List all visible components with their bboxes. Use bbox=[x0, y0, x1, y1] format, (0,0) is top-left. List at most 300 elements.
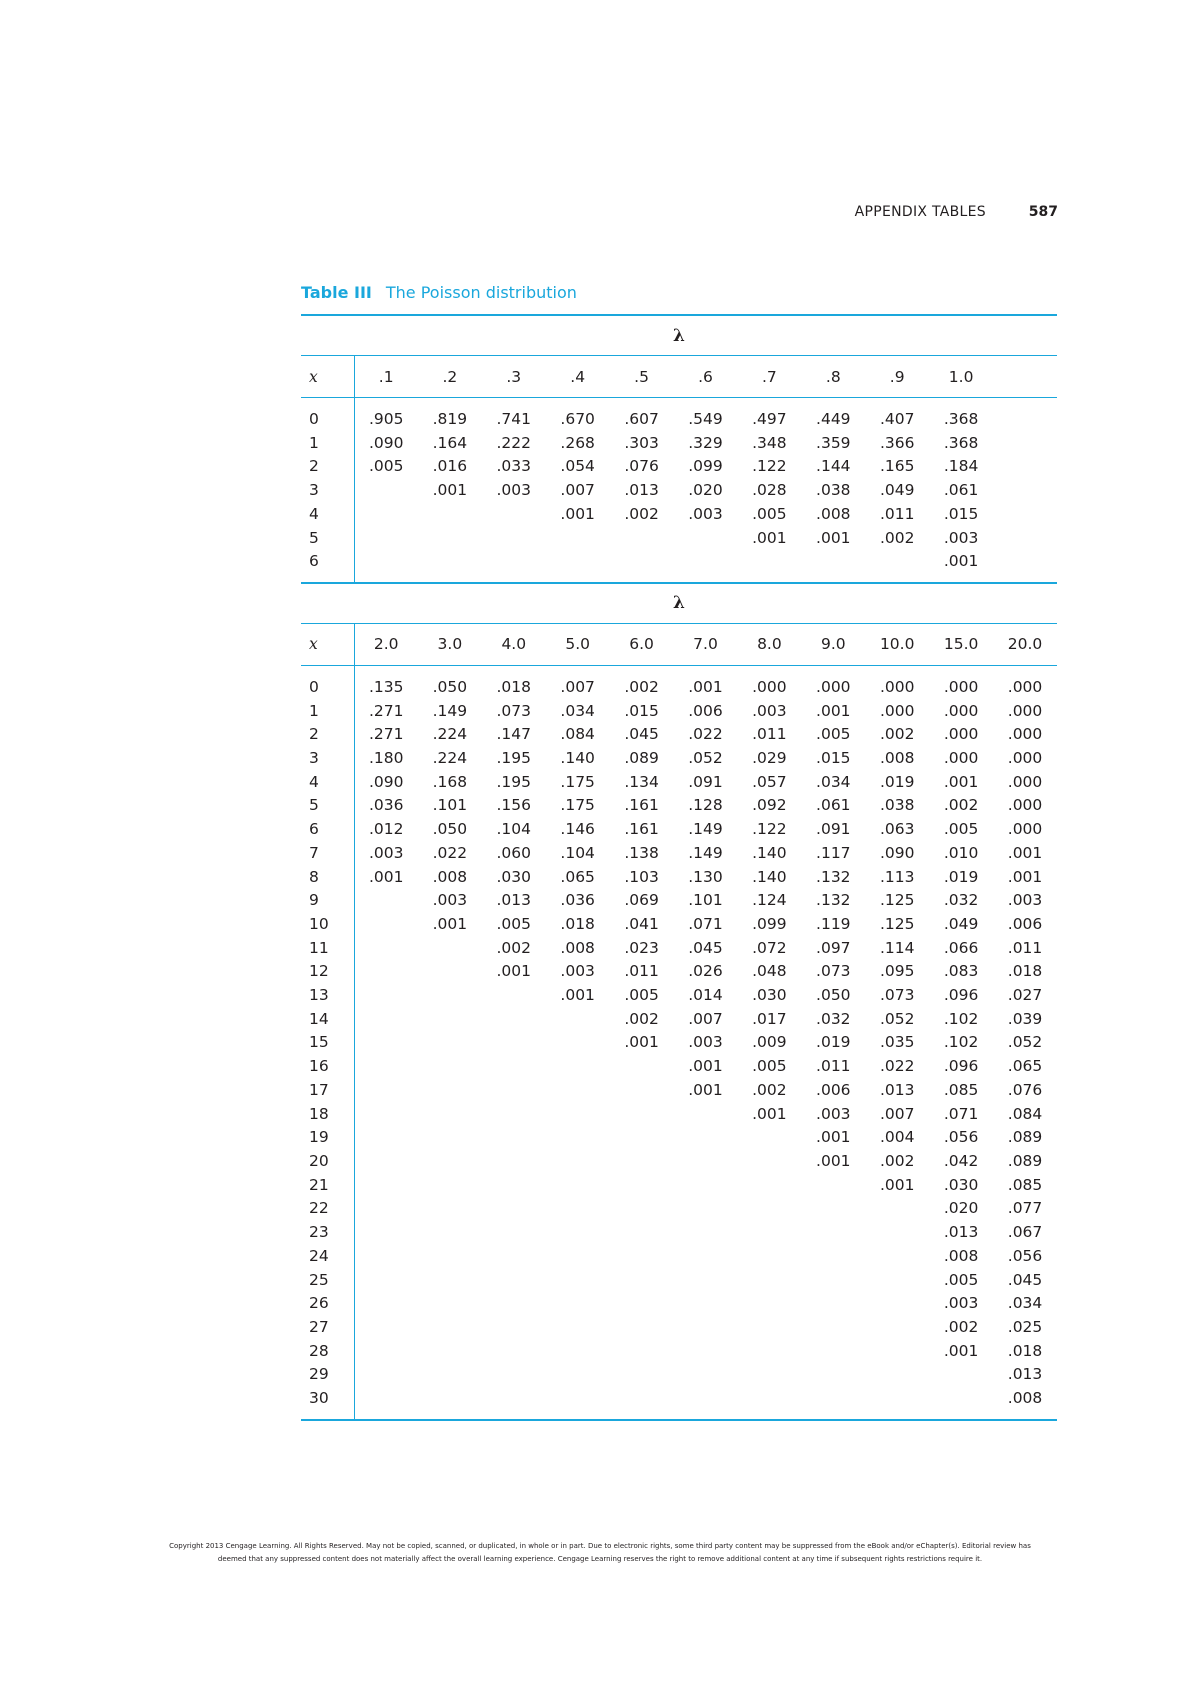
probability-cell: .168 bbox=[432, 772, 468, 791]
probability-cell: .025 bbox=[1007, 1317, 1043, 1336]
x-value-cell: 0 bbox=[301, 398, 354, 432]
probability-cell bbox=[482, 1197, 546, 1221]
probability-cell: .007 bbox=[560, 677, 595, 696]
lambda-value-header: 10.0 bbox=[865, 623, 929, 665]
probability-cell bbox=[865, 550, 929, 583]
table-row bbox=[301, 1103, 1057, 1127]
table-row bbox=[301, 913, 1057, 937]
probability-cell bbox=[674, 1363, 738, 1387]
probability-cell: .067 bbox=[1007, 1223, 1043, 1242]
probability-cell bbox=[418, 1126, 482, 1150]
lambda-value-header: 9.0 bbox=[801, 623, 865, 665]
probability-cell bbox=[418, 1031, 482, 1055]
probability-cell bbox=[546, 1031, 610, 1055]
lambda-value-header: 1.0 bbox=[929, 356, 993, 398]
x-value-cell: 29 bbox=[301, 1363, 354, 1387]
probability-cell: .090 bbox=[368, 772, 404, 791]
probability-cell bbox=[354, 1031, 418, 1055]
probability-cell: .184 bbox=[943, 457, 979, 476]
probability-cell: .061 bbox=[816, 796, 851, 815]
probability-cell bbox=[354, 1245, 418, 1269]
table-row bbox=[301, 960, 1057, 984]
table-row bbox=[301, 771, 1057, 795]
probability-cell: .032 bbox=[816, 1009, 851, 1028]
probability-cell bbox=[354, 984, 418, 1008]
probability-cell bbox=[354, 1197, 418, 1221]
table-row bbox=[301, 1079, 1057, 1103]
probability-cell bbox=[354, 1363, 418, 1387]
probability-cell bbox=[801, 1363, 865, 1387]
probability-cell: .303 bbox=[624, 433, 659, 452]
probability-cell: .130 bbox=[688, 867, 723, 886]
table-row bbox=[301, 723, 1057, 747]
probability-cell: .132 bbox=[816, 867, 851, 886]
probability-cell bbox=[482, 1079, 546, 1103]
x-value-cell: 11 bbox=[301, 937, 354, 961]
probability-cell bbox=[354, 960, 418, 984]
x-value-cell: 10 bbox=[301, 913, 354, 937]
probability-cell: .056 bbox=[1007, 1246, 1043, 1265]
probability-cell bbox=[801, 550, 865, 583]
probability-cell: .018 bbox=[496, 677, 532, 696]
probability-cell: .122 bbox=[752, 820, 787, 839]
x-value-cell: 26 bbox=[301, 1292, 354, 1316]
probability-cell: .050 bbox=[816, 986, 851, 1005]
probability-cell bbox=[801, 1340, 865, 1364]
probability-cell bbox=[418, 937, 482, 961]
probability-cell bbox=[354, 889, 418, 913]
probability-cell: .034 bbox=[560, 701, 595, 720]
table-row bbox=[301, 1008, 1057, 1032]
probability-cell bbox=[418, 1221, 482, 1245]
lambda-value-header: .9 bbox=[865, 356, 929, 398]
probability-cell: .022 bbox=[879, 1057, 915, 1076]
probability-cell: .039 bbox=[1007, 1009, 1043, 1028]
table-row bbox=[301, 866, 1057, 890]
probability-cell: .180 bbox=[368, 749, 404, 768]
probability-cell: .366 bbox=[879, 433, 915, 452]
table-row bbox=[301, 1150, 1057, 1174]
probability-cell: .268 bbox=[560, 433, 595, 452]
probability-cell bbox=[418, 1174, 482, 1198]
probability-cell bbox=[354, 550, 418, 583]
probability-cell bbox=[610, 1126, 674, 1150]
probability-cell: .005 bbox=[624, 986, 659, 1005]
probability-cell: .001 bbox=[368, 867, 404, 886]
table-label: Table III bbox=[301, 283, 372, 302]
probability-cell bbox=[737, 1363, 801, 1387]
probability-cell: .001 bbox=[816, 701, 851, 720]
probability-cell: .006 bbox=[816, 1080, 851, 1099]
probability-cell: .001 bbox=[688, 1080, 723, 1099]
probability-cell: .015 bbox=[816, 749, 851, 768]
x-value-cell: 4 bbox=[301, 503, 354, 527]
probability-cell: .224 bbox=[432, 749, 468, 768]
probability-cell bbox=[354, 1292, 418, 1316]
x-value-cell: 17 bbox=[301, 1079, 354, 1103]
panel1-head bbox=[301, 315, 1057, 398]
probability-cell: .013 bbox=[1007, 1365, 1043, 1384]
probability-cell bbox=[674, 1387, 738, 1420]
lambda-value-header: .3 bbox=[482, 356, 546, 398]
probability-cell: .035 bbox=[879, 1033, 915, 1052]
probability-cell: .101 bbox=[688, 891, 723, 910]
probability-cell: .090 bbox=[368, 433, 404, 452]
x-value-cell: 23 bbox=[301, 1221, 354, 1245]
probability-cell: .175 bbox=[560, 772, 595, 791]
table-row bbox=[301, 1387, 1057, 1420]
probability-cell: .195 bbox=[496, 749, 532, 768]
probability-cell bbox=[418, 1316, 482, 1340]
probability-cell bbox=[418, 1245, 482, 1269]
probability-cell bbox=[929, 1387, 993, 1420]
probability-cell: .014 bbox=[688, 986, 723, 1005]
probability-cell: .001 bbox=[560, 986, 595, 1005]
probability-cell bbox=[610, 1197, 674, 1221]
probability-cell: .003 bbox=[368, 843, 404, 862]
probability-cell: .164 bbox=[432, 433, 468, 452]
probability-cell: .000 bbox=[1007, 701, 1043, 720]
table-row bbox=[301, 1197, 1057, 1221]
probability-cell: .071 bbox=[943, 1104, 979, 1123]
lambda-value-header: 15.0 bbox=[929, 623, 993, 665]
probability-cell: .000 bbox=[1007, 725, 1043, 744]
probability-cell: .102 bbox=[943, 1033, 979, 1052]
probability-cell: .054 bbox=[560, 457, 595, 476]
panel2-body bbox=[301, 665, 1057, 1419]
probability-cell: .032 bbox=[943, 891, 979, 910]
probability-cell bbox=[865, 1387, 929, 1420]
probability-cell bbox=[674, 1269, 738, 1293]
probability-cell bbox=[993, 503, 1057, 527]
table-row bbox=[301, 1269, 1057, 1293]
probability-cell bbox=[482, 527, 546, 551]
probability-cell: .091 bbox=[816, 820, 851, 839]
probability-cell bbox=[801, 1245, 865, 1269]
probability-cell bbox=[737, 1340, 801, 1364]
probability-cell: .104 bbox=[560, 843, 595, 862]
probability-cell bbox=[674, 1292, 738, 1316]
probability-cell bbox=[418, 984, 482, 1008]
probability-cell: .089 bbox=[1007, 1128, 1043, 1147]
probability-cell: .000 bbox=[943, 701, 979, 720]
panel2-head bbox=[301, 583, 1057, 666]
probability-cell: .002 bbox=[624, 1009, 659, 1028]
probability-cell bbox=[418, 1340, 482, 1364]
probability-cell: .001 bbox=[688, 1057, 723, 1076]
probability-cell bbox=[674, 1197, 738, 1221]
probability-cell: .905 bbox=[368, 410, 404, 428]
lambda-symbol: λ bbox=[301, 315, 1057, 356]
probability-cell: .034 bbox=[1007, 1294, 1043, 1313]
probability-cell bbox=[482, 1363, 546, 1387]
probability-cell: .003 bbox=[688, 1033, 723, 1052]
probability-cell: .049 bbox=[879, 481, 915, 500]
probability-cell bbox=[354, 1103, 418, 1127]
probability-cell: .000 bbox=[879, 701, 915, 720]
probability-cell: .006 bbox=[688, 701, 723, 720]
lambda-value-header: 2.0 bbox=[354, 623, 418, 665]
x-column-header: x bbox=[301, 356, 354, 398]
probability-cell bbox=[801, 1316, 865, 1340]
probability-cell: .091 bbox=[688, 772, 723, 791]
probability-cell: .003 bbox=[560, 962, 595, 981]
probability-cell bbox=[610, 1340, 674, 1364]
x-value-cell: 0 bbox=[301, 665, 354, 699]
probability-cell: .003 bbox=[943, 1294, 979, 1313]
probability-cell bbox=[546, 1387, 610, 1420]
probability-cell: .084 bbox=[560, 725, 595, 744]
table-row bbox=[301, 747, 1057, 771]
running-head bbox=[0, 204, 1200, 226]
probability-cell: .013 bbox=[943, 1223, 979, 1242]
probability-cell bbox=[993, 398, 1057, 432]
probability-cell: .003 bbox=[496, 481, 532, 500]
probability-cell: .005 bbox=[368, 457, 404, 476]
probability-cell: .195 bbox=[496, 772, 532, 791]
table-caption bbox=[301, 283, 577, 302]
probability-cell: .008 bbox=[560, 938, 595, 957]
probability-cell: .607 bbox=[624, 410, 659, 428]
probability-cell: .077 bbox=[1007, 1199, 1043, 1218]
probability-cell: .001 bbox=[432, 914, 468, 933]
probability-cell: .002 bbox=[752, 1080, 787, 1099]
probability-cell: .165 bbox=[879, 457, 915, 476]
table-row bbox=[301, 1055, 1057, 1079]
probability-cell: .002 bbox=[496, 938, 532, 957]
x-value-cell: 1 bbox=[301, 700, 354, 724]
probability-cell bbox=[674, 1316, 738, 1340]
probability-cell: .013 bbox=[879, 1080, 915, 1099]
probability-cell bbox=[801, 1197, 865, 1221]
probability-cell bbox=[737, 1197, 801, 1221]
probability-cell: .001 bbox=[929, 550, 993, 583]
probability-cell: .016 bbox=[432, 457, 468, 476]
x-value-cell: 7 bbox=[301, 842, 354, 866]
probability-cell bbox=[674, 550, 738, 583]
probability-cell: .001 bbox=[816, 1128, 851, 1147]
probability-cell: .045 bbox=[624, 725, 659, 744]
probability-cell: .052 bbox=[688, 749, 723, 768]
probability-cell: .001 bbox=[943, 1341, 979, 1360]
probability-cell: .147 bbox=[496, 725, 532, 744]
probability-cell: .013 bbox=[496, 891, 532, 910]
probability-cell bbox=[482, 1150, 546, 1174]
probability-cell: .000 bbox=[1007, 772, 1043, 791]
table-row bbox=[301, 1292, 1057, 1316]
x-value-cell: 22 bbox=[301, 1197, 354, 1221]
probability-cell: .000 bbox=[752, 677, 787, 696]
probability-cell bbox=[929, 1363, 993, 1387]
probability-cell: .034 bbox=[816, 772, 851, 791]
probability-cell: .000 bbox=[1007, 796, 1043, 815]
probability-cell: .019 bbox=[943, 867, 979, 886]
probability-cell bbox=[546, 550, 610, 583]
probability-cell bbox=[354, 1079, 418, 1103]
probability-cell: .368 bbox=[943, 433, 979, 452]
lambda-values-row bbox=[301, 623, 1057, 665]
probability-cell bbox=[737, 1387, 801, 1420]
probability-cell bbox=[354, 937, 418, 961]
probability-cell: .000 bbox=[1007, 677, 1043, 696]
table-row bbox=[301, 984, 1057, 1008]
lambda-value-header: 6.0 bbox=[610, 623, 674, 665]
probability-cell: .036 bbox=[560, 891, 595, 910]
probability-cell: .161 bbox=[624, 820, 659, 839]
probability-cell bbox=[418, 1269, 482, 1293]
x-value-cell: 13 bbox=[301, 984, 354, 1008]
probability-cell: .030 bbox=[943, 1175, 979, 1194]
probability-cell: .549 bbox=[688, 410, 723, 428]
lambda-value-header: 4.0 bbox=[482, 623, 546, 665]
probability-cell: .003 bbox=[943, 528, 979, 547]
probability-cell: .002 bbox=[943, 796, 979, 815]
lambda-value-header: 7.0 bbox=[674, 623, 738, 665]
probability-cell bbox=[865, 1363, 929, 1387]
probability-cell: .092 bbox=[752, 796, 787, 815]
x-value-cell: 24 bbox=[301, 1245, 354, 1269]
probability-cell: .056 bbox=[943, 1128, 979, 1147]
probability-cell: .140 bbox=[752, 867, 787, 886]
probability-cell: .001 bbox=[432, 481, 468, 500]
probability-cell: .103 bbox=[624, 867, 659, 886]
lambda-value-header: .5 bbox=[610, 356, 674, 398]
x-value-cell: 8 bbox=[301, 866, 354, 890]
probability-cell bbox=[546, 1269, 610, 1293]
table-row bbox=[301, 455, 1057, 479]
probability-cell bbox=[418, 1008, 482, 1032]
probability-cell: .020 bbox=[688, 481, 723, 500]
probability-cell: .011 bbox=[624, 962, 659, 981]
probability-cell bbox=[546, 1340, 610, 1364]
probability-cell bbox=[674, 1103, 738, 1127]
probability-cell: .117 bbox=[816, 843, 851, 862]
probability-cell bbox=[418, 1197, 482, 1221]
x-value-cell: 21 bbox=[301, 1174, 354, 1198]
x-value-cell: 5 bbox=[301, 794, 354, 818]
probability-cell: .045 bbox=[688, 938, 723, 957]
probability-cell bbox=[610, 1103, 674, 1127]
probability-cell bbox=[546, 1079, 610, 1103]
probability-cell bbox=[993, 527, 1057, 551]
probability-cell: .069 bbox=[624, 891, 659, 910]
probability-cell: .003 bbox=[816, 1104, 851, 1123]
probability-cell: .012 bbox=[368, 820, 404, 839]
probability-cell: .449 bbox=[816, 410, 851, 428]
probability-cell bbox=[610, 1269, 674, 1293]
probability-cell bbox=[418, 550, 482, 583]
probability-cell: .009 bbox=[752, 1033, 787, 1052]
probability-cell: .036 bbox=[368, 796, 404, 815]
probability-cell: .149 bbox=[688, 843, 723, 862]
probability-cell: .011 bbox=[816, 1057, 851, 1076]
lambda-value-header: 3.0 bbox=[418, 623, 482, 665]
probability-cell: .005 bbox=[752, 1057, 787, 1076]
probability-cell: .003 bbox=[432, 891, 468, 910]
table-row bbox=[301, 503, 1057, 527]
probability-cell bbox=[674, 1126, 738, 1150]
probability-cell: .049 bbox=[943, 914, 979, 933]
probability-cell: .819 bbox=[432, 410, 468, 428]
probability-cell: .072 bbox=[752, 938, 787, 957]
probability-cell: .359 bbox=[816, 433, 851, 452]
probability-cell bbox=[610, 1174, 674, 1198]
probability-cell: .022 bbox=[432, 843, 468, 862]
probability-cell: .019 bbox=[879, 772, 915, 791]
probability-cell: .008 bbox=[993, 1387, 1057, 1420]
probability-cell: .140 bbox=[752, 843, 787, 862]
probability-cell: .005 bbox=[816, 725, 851, 744]
probability-cell bbox=[801, 1174, 865, 1198]
probability-cell bbox=[354, 1340, 418, 1364]
probability-cell bbox=[354, 1126, 418, 1150]
probability-cell: .089 bbox=[624, 749, 659, 768]
probability-cell bbox=[865, 1316, 929, 1340]
probability-cell bbox=[354, 1174, 418, 1198]
probability-cell: .113 bbox=[879, 867, 915, 886]
probability-cell bbox=[610, 1245, 674, 1269]
x-value-cell: 18 bbox=[301, 1103, 354, 1127]
probability-cell bbox=[354, 913, 418, 937]
probability-cell bbox=[610, 550, 674, 583]
probability-cell: .125 bbox=[879, 891, 915, 910]
probability-cell: .741 bbox=[496, 410, 532, 428]
probability-cell: .060 bbox=[496, 843, 532, 862]
probability-cell: .002 bbox=[879, 528, 915, 547]
probability-cell bbox=[674, 1150, 738, 1174]
probability-cell bbox=[993, 455, 1057, 479]
probability-cell: .001 bbox=[688, 677, 723, 696]
probability-cell bbox=[610, 1221, 674, 1245]
probability-cell bbox=[610, 1316, 674, 1340]
probability-cell: .002 bbox=[879, 1151, 915, 1170]
x-column-header: x bbox=[301, 623, 354, 665]
probability-cell: .023 bbox=[624, 938, 659, 957]
probability-cell: .114 bbox=[879, 938, 915, 957]
table-row bbox=[301, 1363, 1057, 1387]
probability-cell: .005 bbox=[496, 914, 532, 933]
probability-cell: .007 bbox=[879, 1104, 915, 1123]
probability-cell: .122 bbox=[752, 457, 787, 476]
probability-cell bbox=[801, 1387, 865, 1420]
probability-cell: .146 bbox=[560, 820, 595, 839]
probability-cell: .022 bbox=[688, 725, 723, 744]
probability-cell bbox=[674, 1174, 738, 1198]
probability-cell: .017 bbox=[752, 1009, 787, 1028]
table-row bbox=[301, 842, 1057, 866]
copyright-line: deemed that any suppressed content does not materially affect the overall learning experience. Cengage Learning reserves the right to remove additional content at any time if subsequent rights restrictions require it. bbox=[217, 1555, 983, 1563]
probability-cell bbox=[801, 1269, 865, 1293]
x-value-cell: 25 bbox=[301, 1269, 354, 1293]
probability-cell: .000 bbox=[943, 677, 979, 696]
probability-cell bbox=[737, 1150, 801, 1174]
probability-cell bbox=[482, 1008, 546, 1032]
lambda-value-header: .2 bbox=[418, 356, 482, 398]
lambda-value-header: .1 bbox=[354, 356, 418, 398]
lambda-value-header: 20.0 bbox=[993, 623, 1057, 665]
probability-cell: .030 bbox=[496, 867, 532, 886]
probability-cell: .083 bbox=[943, 962, 979, 981]
probability-cell bbox=[418, 960, 482, 984]
probability-cell: .001 bbox=[879, 1175, 915, 1194]
probability-cell: .004 bbox=[879, 1128, 915, 1147]
probability-cell bbox=[610, 1150, 674, 1174]
probability-cell: .011 bbox=[879, 504, 915, 523]
x-value-cell: 4 bbox=[301, 771, 354, 795]
probability-cell: .002 bbox=[879, 725, 915, 744]
probability-cell bbox=[482, 1103, 546, 1127]
probability-cell: .042 bbox=[943, 1151, 979, 1170]
